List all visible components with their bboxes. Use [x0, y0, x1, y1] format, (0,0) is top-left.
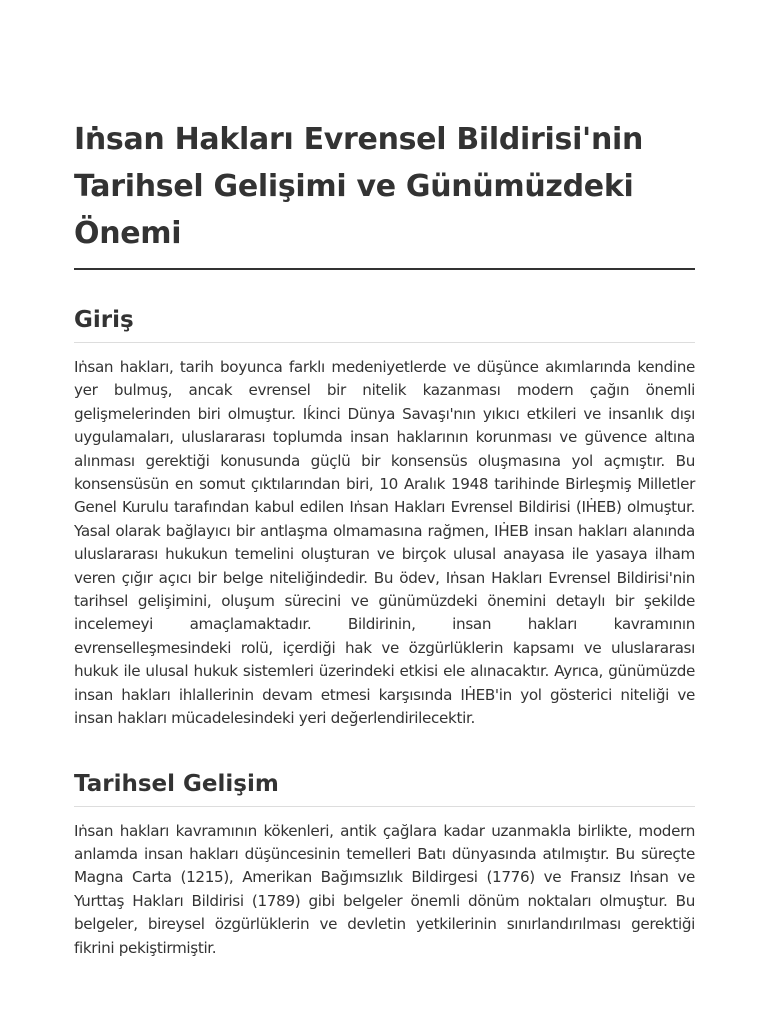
- section-divider-history: [74, 806, 695, 807]
- section-divider-intro: [74, 342, 695, 343]
- section-paragraph-history: Iṅsan hakları kavramının kökenleri, antik çağlara kadar uzanmakla birlikte, modern anlamda insan hakları düşüncesinin temelleri Batı dünyasında atılmıştır. Bu süreçte Magna Carta (1215), Amerikan Bağımsızlık Bildirgesi (1776) ve Fransız Iṅsan ve Yurttaş Hakları Bildirisi (1789) gibi belgeler önemli dönüm noktaları olmuştur. Bu belgeler, bireysel özgürlüklerin ve devletin yetkilerinin sınırlandırılması gerektiği fikrini pekiştirmiştir.: [74, 821, 695, 957]
- title-divider: [74, 268, 695, 270]
- section-heading-intro: Giriş: [74, 307, 134, 333]
- section-heading-history: Tarihsel Gelişim: [74, 770, 279, 797]
- section-paragraph-intro: Iṅsan hakları, tarih boyunca farklı medeniyetlerde ve düşünce akımlarında kendine yer bulmuş, ancak evrensel bir nitelik kazanması modern çağın önemli gelişmelerinden biri olmuştur. Iḱinci Dünya Savaşı'nın yıkıcı etkileri ve insanlık dışı uygulamaları, uluslararası toplumda insan haklarının korunması ve güvence altına alınması gerektiği konusunda güçlü bir konsensüs oluşmasına yol açmıştır. Bu konsensüsün en somut çıktılarından biri, 10 Aralık 1948 tarihinde Birleşmiş Milletler Genel Kurulu tarafından kabul edilen Iṅsan Hakları Evrensel Bildirisi (IḢEB) olmuştur. Yasal olarak bağlayıcı bir antlaşma olmamasına rağmen, IḢEB insan hakları alanında uluslararası hukukun temelini oluşturan ve birçok ulusal anayasa ile yasaya ilham veren çığır açıcı bir belge niteliğindedir. Bu ödev, Iṅsan Hakları Evrensel Bildirisi'nin tarihsel gelişimini, oluşum sürecini ve günümüzdeki önemini detaylı bir şekilde incelemeyi amaçlamaktadır. Bildirinin, insan hakları kavramının evrenselleşmesindeki rolü, içerdiği hak ve özgürlüklerin kapsamı ve uluslararası hukuk ile ulusal hukuk sistemleri üzerindeki etkisi ele alınacaktır. Ayrıca, günümüzde insan hakları ihlallerinin devam etmesi karşısında IḢEB'in yol gösterici niteliği ve insan hakları mücadelesindeki yeri değerlendirilecektir.: [74, 358, 695, 728]
- document-title: Iṅsan Hakları Evrensel Bildirisi'nin Tarihsel Gelişimi ve Günümüzdeki Önemi: [74, 122, 644, 251]
